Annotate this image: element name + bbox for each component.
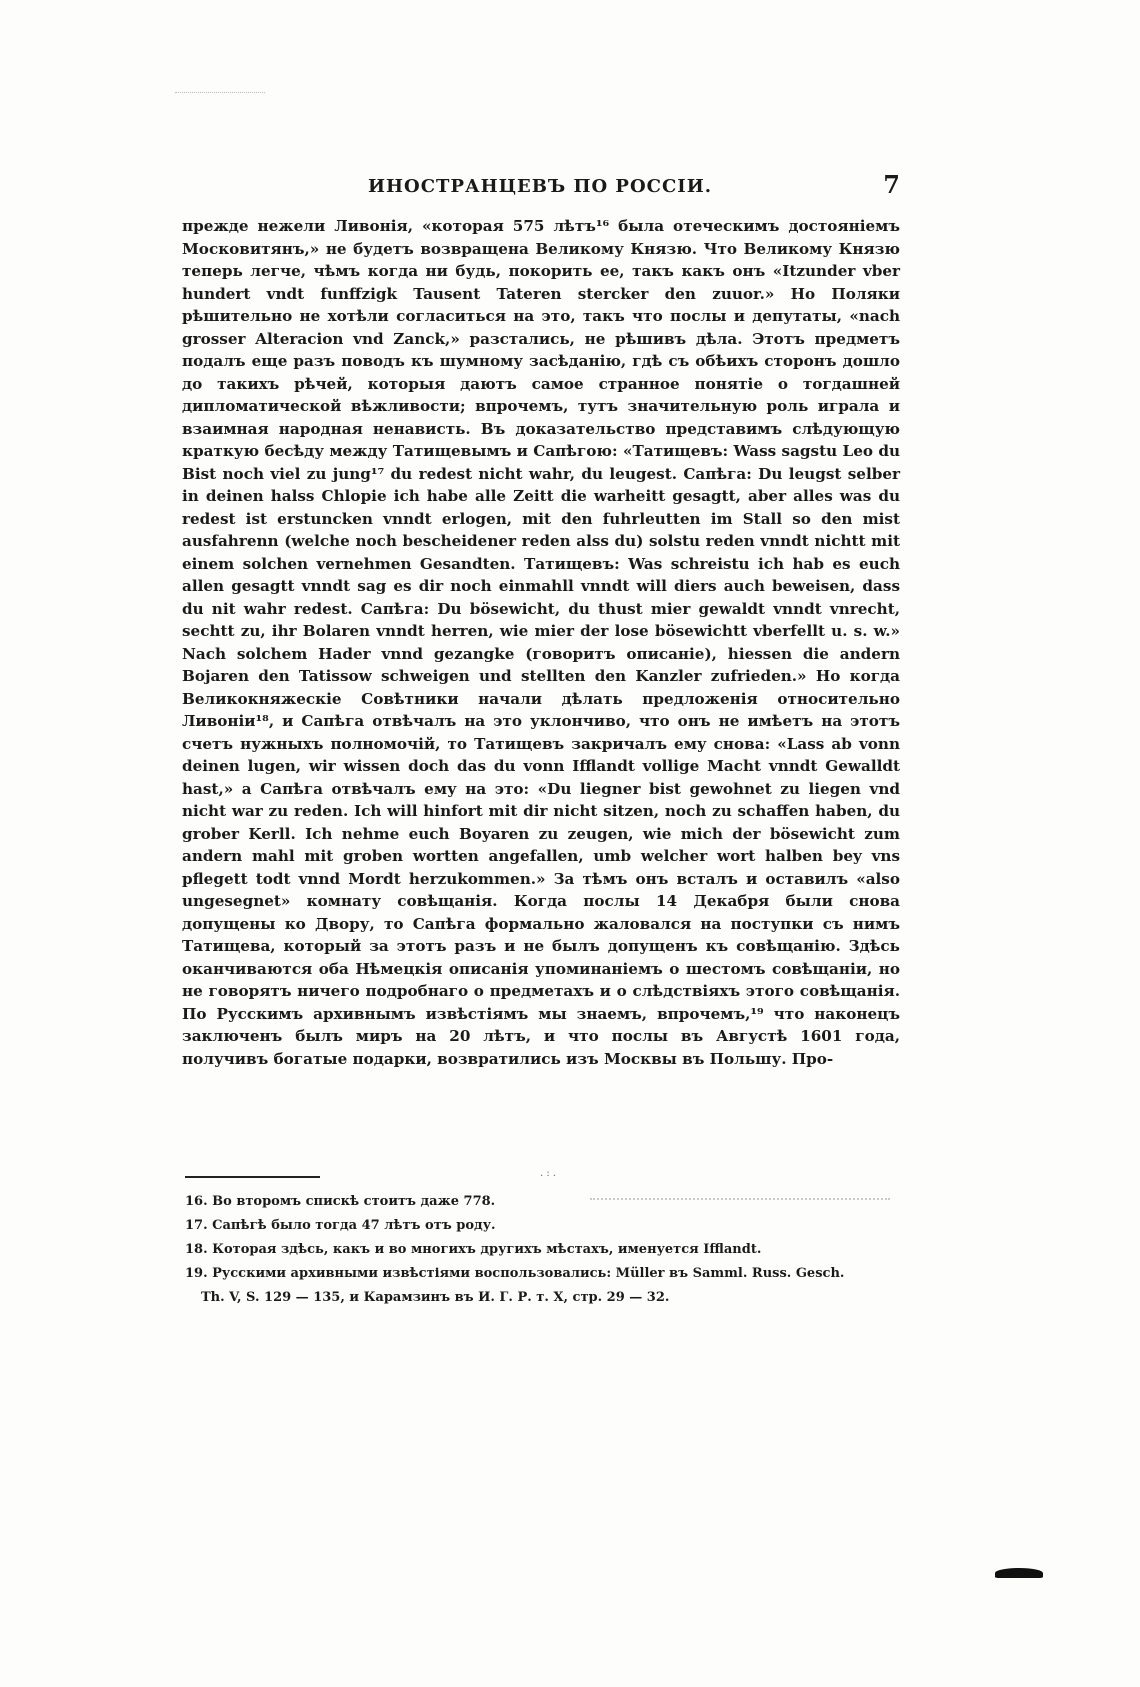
page-header xyxy=(180,170,900,206)
scan-artifact xyxy=(995,1568,1043,1578)
scan-artifact xyxy=(590,1198,890,1230)
footnote-16: 16. Во второмъ спискѣ стоитъ даже 778. xyxy=(185,1194,496,1209)
footnote-18: 18. Которая здѣсь, какъ и во многихъ другихъ мѣстахъ, именуется Ifflandt. xyxy=(185,1242,762,1257)
scan-artifact: . : . xyxy=(540,1168,557,1179)
footnote-19-cont-text: Th. V, S. 129 — 135, и Карамзинъ въ И. Г. Р. т. X, стр. 29 — 32. xyxy=(201,1290,670,1305)
footnote-separator xyxy=(185,1176,320,1178)
footnote-17: 17. Сапѣгѣ было тогда 47 лѣтъ отъ роду. xyxy=(185,1218,496,1233)
running-title: ИНОСТРАНЦЕВЪ ПО РОССІИ. xyxy=(368,176,712,197)
footnote-19: 19. Русскими архивными извѣстіями воспользовались: Müller въ Samml. Russ. Gesch. xyxy=(185,1266,845,1281)
main-paragraph: прежде нежели Ливонія, «которая 575 лѣтъ¹⁶ была отеческимъ достояніемъ Московитянъ,» не будетъ возвращена Великому Князю. Что Великому Князю теперь легче, чѣмъ когда ни будь, покорить ее, такъ какъ онъ «Itzunder vber hundert vndt funffzigk Tausent Tateren stercker den zuuor.» Но Поляки рѣшительно не хотѣли согласиться на это, такъ что послы и депутаты, «nach grosser Alteracion vnd Zanck,» разстались, не рѣшивъ дѣла. Этотъ предметъ подалъ еще разъ поводъ къ шумному засѣданію, гдѣ съ обѣихъ сторонъ дошло до такихъ рѣчей, которыя даютъ самое странное понятіе о тогдашней дипломатической вѣжливости; впрочемъ, тутъ значительную роль играла и взаимная народная ненависть. Въ доказательство представимъ слѣдующую краткую бесѣду между Татищевымъ и Сапѣгою: «Татищевъ: Wass sagstu Leo du Bist noch viel zu jung¹⁷ du redest nicht wahr, du leugest. Сапѣга: Du leugst selber in deinen halss Chlopie ich habe alle Zeitt die warheitt gesagtt, aber alles was du redest ist erstuncken vnndt erlogen, mit den fuhrleutten im Stall so den mist ausfahrenn (welche noch bescheidener reden alss du) solstu reden vnndt nichtt mit einem solchen vernehmen Gesandten. Татищевъ: Was schreistu ich hab es euch allen gesagtt vnndt sag es dir noch einmahll vnndt will diers auch beweisen, dass du nit wahr redest. Сапѣга: Du bösewicht, du thust mier gewaldt vnndt vnrecht, sechtt zu, ihr Bolaren vnndt herren, wie mier der lose bösewichtt vberfellt u. s. w.» Nach solchem Hader vnnd gezangke (говоритъ описаніе), hiessen die andern Bojaren den Tatissow schweigen und stellten den Kanzler zufrieden.» Но когда Великокняжескіе Совѣтники начали дѣлать предложенія относительно Ливоніи¹⁸, и Сапѣга отвѣчалъ на это уклончиво, что онъ не имѣетъ на этотъ счетъ нужныхъ полномочій, то Татищевъ закричалъ ему снова: «Lass ab vonn deinen lugen, wir wissen doch das du vonn Ifflandt vollige Macht vnndt Gewalldt hast,» а Сапѣга отвѣчалъ ему на это: «Du liegner bist gewohnet zu liegen vnd nicht war zu reden. Ich will hinfort mit dir nicht sitzen, noch zu schaffen haben, du grober Kerll. Ich nehme euch Boyaren zu zeugen, wie mich der bösewicht zum andern mahl mit groben wortten angefallen, umb welcher wort halben bey vns pflegett todt vnnd Mordt herzukommen.» За тѣмъ онъ всталъ и оставилъ «also ungesegnet» комнату совѣщанія. Когда послы 14 Декабря были снова допущены ко Двору, то Сапѣга формально жаловался на поступки съ нимъ Татищева, который за этотъ разъ и не былъ допущенъ къ совѣщанію. Здѣсь оканчиваются оба Нѣмецкія описанія упоминаніемъ о шестомъ совѣщаніи, но не говорятъ ничего подробнаго о предметахъ и о слѣдствіяхъ этого совѣщанія. По Русскимъ архивнымъ извѣстіямъ мы знаемъ, впрочемъ,¹⁹ что наконецъ заключенъ былъ миръ на 20 лѣтъ, и что послы въ Августѣ 1601 года, получивъ богатые подарки, возвратились изъ Москвы въ Польшу. Про- xyxy=(182,217,900,1068)
page-number: 7 xyxy=(883,170,900,199)
footnote-19-continuation xyxy=(185,1286,915,1310)
body-text xyxy=(182,215,900,1070)
scan-artifact xyxy=(175,92,265,97)
